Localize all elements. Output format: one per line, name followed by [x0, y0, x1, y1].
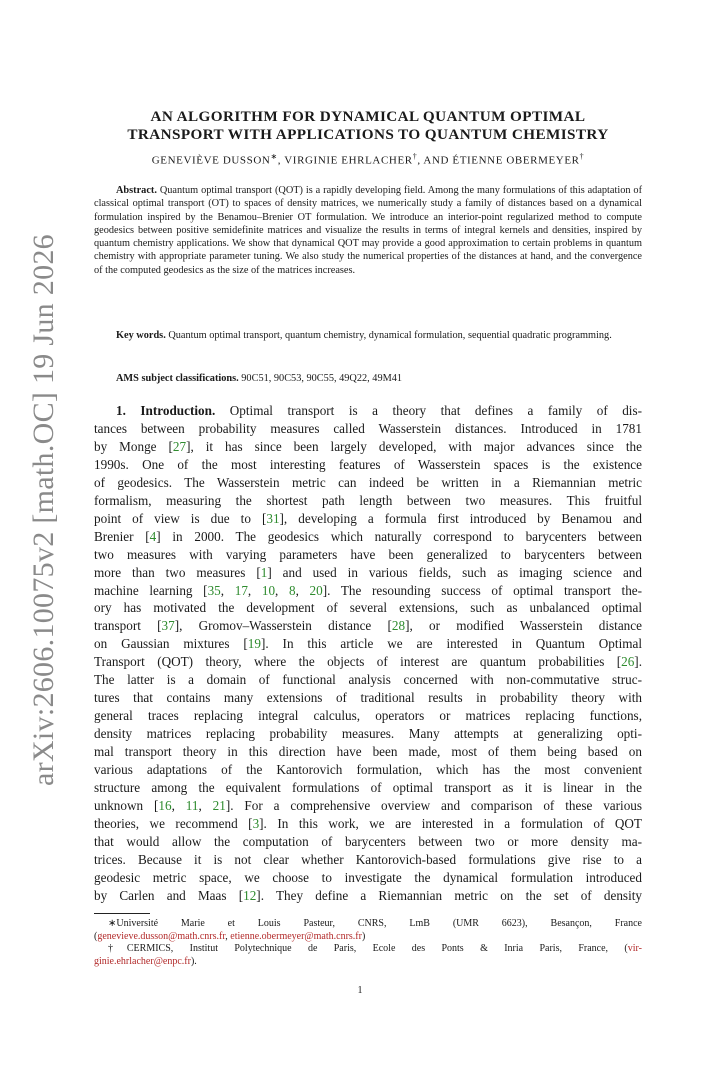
- citation-link[interactable]: 21: [212, 797, 226, 813]
- footnote-1-line-2: (genevieve.dusson@math.cnrs.fr, etienne.obermeyer@math.cnrs.fr): [94, 930, 366, 942]
- email-link[interactable]: ginie.ehrlacher@enpc.fr: [94, 955, 191, 967]
- author-list: [94, 152, 642, 167]
- intro-line: theories, we recommend [3]. In this work, we are interested in a formulation of QOT: [94, 815, 642, 831]
- intro-line: machine learning [35, 17, 10, 8, 20]. The resounding success of optimal transport the-: [94, 582, 643, 598]
- author-3: , AND ÉTIENNE OBERMEYER: [417, 154, 580, 167]
- intro-line: by Carlen and Maas [12]. They define a Riemannian metric on the set of density: [94, 887, 642, 903]
- author-2: , VIRGINIE EHRLACHER: [277, 154, 413, 167]
- citation-link[interactable]: 4: [149, 528, 157, 544]
- email-link[interactable]: genevieve.dusson@math.cnrs.fr: [97, 930, 226, 942]
- title-line-2: TRANSPORT WITH APPLICATIONS TO QUANTUM CHEMISTRY: [127, 126, 609, 143]
- abstract-text: Quantum optimal transport (QOT) is a rapidly developing field. Among the many formulations of this adaptation of classical optimal transport (OT) to spaces of density matrices, we numerically study a family of distances based on a dynamical formulation inspired by the Benamou–Brenier OT formulation. We introduce an interior-point regularized method to compute geodesics between positive semidefinite matrices and visualize the results in terms of integral kernels and densities, inspired by quantum chemistry applications. We show that dynamical QOT may provide a good approximation to certain problems in quantum chemistry with appropriate parameter tuning. We also study the numerical properties of the distances at hand, and the convergence of the computed geodesics as the size of the matrices increases.: [94, 185, 642, 276]
- author-1-mark: ∗: [270, 152, 278, 161]
- intro-line: trices. Because it is not clear whether Kantorovich-based formulations give rise to a: [94, 851, 642, 867]
- author-2-mark: †: [412, 152, 418, 161]
- citation-link[interactable]: 35: [207, 582, 221, 598]
- intro-line: Brenier [4] in 2000. The geodesics which naturally correspond to barycenters between: [94, 528, 643, 544]
- intro-line: by Monge [27], it has since been largely developed, with major advances since the: [94, 438, 642, 454]
- abstract-label: Abstract.: [116, 185, 157, 196]
- abstract: [94, 184, 642, 277]
- intro-line: Transport (QOT) theory, where the objects of interest are quantum probabilities [26].: [94, 654, 642, 670]
- intro-line: geodesic metric space, we choose to investigate the dynamical formulation introduced: [94, 869, 642, 885]
- intro-line: tures that contains many extensions of traditional results in probability theory with: [94, 690, 642, 706]
- intro-line: that would allow the computation of barycenters between two or more density ma-: [94, 833, 642, 849]
- intro-line: tances between probability measures called Wasserstein distances. Introduced in 1781: [94, 420, 642, 436]
- intro-line: point of view is due to [31], developing a formula first introduced by Benamou and: [94, 510, 642, 526]
- intro-line: of geodesics. The Wasserstein metric can indeed be written in a Riemannian metric: [94, 474, 642, 490]
- arxiv-identifier-stamp: [22, 234, 66, 786]
- intro-line: general traces replacing integral calculus, operators or matrices replacing functions,: [94, 708, 642, 724]
- intro-line: formalism, measuring the shortest path length between two measures. This fruitful: [94, 492, 642, 508]
- intro-line: on Gaussian mixtures [19]. In this article we are interested in Quantum Optimal: [94, 636, 643, 652]
- keywords-label: Key words.: [116, 330, 166, 341]
- intro-line: two measures with varying parameters have been generalized to barycenters between: [94, 546, 642, 562]
- citation-link[interactable]: 26: [621, 654, 635, 670]
- citation-link[interactable]: 3: [252, 815, 260, 831]
- introduction-section: [94, 402, 642, 905]
- citation-link[interactable]: 28: [391, 618, 406, 634]
- intro-line: mal transport theory in this direction have been made, most of them being based on: [94, 744, 642, 760]
- title-line-1: AN ALGORITHM FOR DYNAMICAL QUANTUM OPTIMAL: [150, 108, 586, 125]
- author-1: GENEVIÈVE DUSSON: [151, 154, 271, 167]
- citation-link[interactable]: 8: [289, 582, 296, 598]
- keywords-text: Quantum optimal transport, quantum chemistry, dynamical formulation, sequential quadratic programming.: [168, 330, 612, 341]
- footnote-rule: [94, 913, 150, 914]
- intro-line: structure among the equivalent formulations of optimal transport as it is linear in the: [94, 780, 642, 796]
- section-heading: 1. Introduction.: [116, 403, 216, 418]
- citation-link[interactable]: 11: [185, 797, 199, 813]
- keywords: [94, 329, 642, 342]
- footnote-2-line-2: ginie.ehrlacher@enpc.fr).: [94, 955, 197, 967]
- ams-classifications: [94, 372, 642, 385]
- citation-link[interactable]: 31: [266, 510, 280, 526]
- arxiv-stamp-text: arXiv:2606.10075v2 [math.OC] 19 Jun 2026: [27, 234, 60, 786]
- footnote-2-line-1: †CERMICS, Institut Polytechnique de Paris, Ecole des Ponts & Inria Paris, France, (vir-: [108, 943, 642, 955]
- email-link[interactable]: etienne.obermeyer@math.cnrs.fr: [230, 930, 362, 942]
- intro-line: various adaptations of the Kantorovich formulation, which has the most convenient: [94, 762, 642, 778]
- email-link[interactable]: vir-: [627, 943, 642, 955]
- intro-line: density matrices replacing probability measures. Many attempts at generalizing opti-: [94, 726, 642, 742]
- intro-line: more than two measures [1] and used in various fields, such as imaging science and: [94, 564, 642, 580]
- footnote-1-line-1: ∗Université Marie et Louis Pasteur, CNRS, LmB (UMR 6623), Besançon, France: [108, 918, 642, 929]
- intro-line: 1. Introduction. Optimal transport is a theory that defines a family of dis-: [116, 403, 642, 418]
- citation-link[interactable]: 27: [172, 438, 187, 454]
- citation-link[interactable]: 1: [260, 564, 268, 580]
- citation-link[interactable]: 16: [158, 797, 172, 813]
- intro-line: ory has motivated the development of several extensions, such as unbalanced optimal: [94, 600, 642, 616]
- page-number: 1: [357, 985, 363, 996]
- ams-codes: 90C51, 90C53, 90C55, 49Q22, 49M41: [241, 373, 403, 384]
- paper-title: [94, 108, 642, 144]
- citation-link[interactable]: 10: [261, 582, 276, 598]
- citation-link[interactable]: 20: [309, 582, 323, 598]
- intro-line: 1990s. One of the most interesting features of Wasserstein spaces is the existence: [94, 456, 642, 472]
- citation-link[interactable]: 12: [243, 887, 257, 903]
- citation-link[interactable]: 37: [161, 618, 175, 634]
- intro-line: transport [37], Gromov–Wasserstein distance [28], or modified Wasserstein distance: [94, 618, 642, 634]
- author-3-mark: †: [579, 152, 585, 161]
- citation-link[interactable]: 19: [247, 636, 261, 652]
- intro-line: The latter is a domain of functional analysis concerned with non-commutative struc-: [94, 672, 642, 688]
- citation-link[interactable]: 17: [234, 582, 248, 598]
- footnotes: [94, 918, 642, 968]
- intro-line: unknown [16, 11, 21]. For a comprehensive overview and comparison of these various: [94, 797, 643, 813]
- ams-label: AMS subject classifications.: [116, 373, 239, 384]
